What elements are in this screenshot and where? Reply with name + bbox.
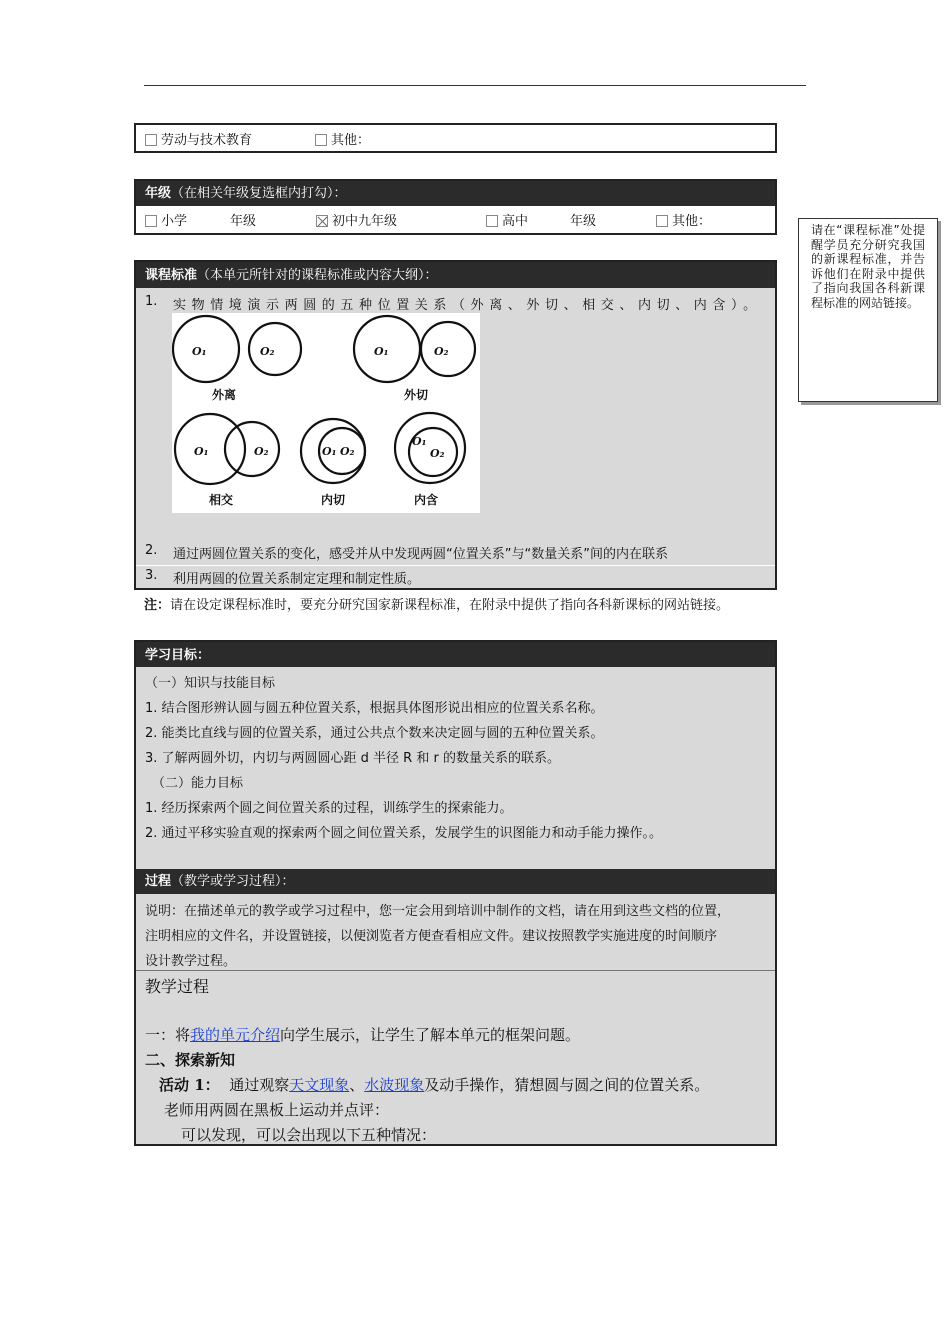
activity-1 (159, 1074, 709, 1095)
standard-item-2-num: 2. (145, 543, 158, 558)
waili-o1: O₁ (192, 345, 207, 358)
neiqie-o1: O₁ (322, 445, 337, 458)
grade-header-hint: （在相关年级复选框内打勾）： (171, 186, 347, 201)
standard-item-2-text: 通过两圆位置关系的变化，感受并从中发现两圆“位置关系”与“数量关系”间的内在联系 (173, 547, 668, 562)
figure-label-neiqie: 内切 (321, 493, 346, 507)
standard-item-3-num: 3. (145, 568, 158, 583)
standard-note-label: 注： (144, 598, 171, 613)
waili-o2: O₂ (260, 345, 275, 358)
activity-1-post: 及动手操作，猜想圆与圆之间的位置关系。 (424, 1076, 710, 1094)
circle-positions-svg (172, 313, 480, 513)
goals-line-1: （一）知识与技能目标 (145, 676, 276, 691)
checkbox-primary[interactable] (145, 215, 157, 227)
standard-item-1-text: 实物情境演示两圆的五种位置关系（外离、外切、相交、内切、内含）。 (173, 298, 762, 313)
standard-divider (136, 565, 775, 566)
activity-1-sep: 、 (349, 1076, 365, 1094)
checkbox-junior-nine-checked[interactable] (316, 215, 328, 227)
goals-line-2: 1. 结合图形辨认圆与圆五种位置关系，根据具体图形说出相应的位置关系名称。 (145, 701, 604, 716)
subjects-box (134, 123, 777, 153)
process-step-2: 二、探索新知 (145, 1051, 236, 1069)
checkbox-other-subject[interactable] (315, 134, 327, 146)
grade-box (134, 179, 777, 235)
process-header-title: 过程 (145, 874, 172, 889)
link-astronomy[interactable]: 天文现象 (289, 1076, 350, 1094)
grade-options (136, 206, 775, 233)
standard-header (136, 262, 775, 288)
figure-label-waiqie: 外切 (404, 388, 429, 402)
goals-header-title: 学习目标： (145, 648, 211, 663)
xiangjiao-circle-1 (175, 414, 245, 484)
goals-line-5: （二）能力目标 (152, 776, 244, 791)
link-water-waves[interactable]: 水波现象 (364, 1076, 425, 1094)
neihan-o2: O₂ (430, 447, 445, 460)
checkbox-labor-tech[interactable] (145, 134, 157, 146)
option-other-subject[interactable] (315, 129, 370, 148)
standard-note (144, 594, 729, 613)
process-title: 教学过程 (145, 977, 210, 996)
goals-line-7: 2. 通过平移实验直观的探索两个圆之间位置关系，发展学生的识图能力和动手能力操作。。 (145, 826, 663, 841)
process-divider (136, 970, 775, 971)
xiangjiao-o1: O₁ (194, 445, 209, 458)
goals-line-6: 1. 经历探索两个圆之间位置关系的过程，训练学生的探索能力。 (145, 801, 513, 816)
neiqie-o2: O₂ (340, 445, 355, 458)
activity-1-pre: 通过观察 (219, 1076, 290, 1094)
process-desc-1: 说明：在描述单元的教学或学习过程中，您一定会用到培训中制作的文档，请在用到这些文档的位置， (145, 904, 731, 919)
option-primary[interactable] (145, 210, 187, 229)
grade-header (136, 181, 775, 206)
goals-process-box (134, 640, 777, 1146)
label-other-subject: 其他： (331, 133, 371, 148)
label-senior-grade: 年级 (570, 214, 597, 229)
comment-note: 请在“课程标准”处提醒学员充分研究我国的新课程标准，并告诉他们在附录中提供了指向我国各科新课程标准的网站链接。 (798, 218, 938, 402)
waiqie-o2: O₂ (434, 345, 449, 358)
circle-positions-figure (172, 313, 480, 513)
option-labor-tech[interactable] (145, 129, 252, 148)
label-other-grade: 其他： (672, 214, 712, 229)
process-step-1 (145, 1024, 580, 1045)
process-header-hint: （教学或学习过程）： (171, 874, 295, 889)
process-step-1-pre: 一：将 (145, 1026, 191, 1044)
goals-line-3: 2. 能类比直线与圆的位置关系，通过公共点个数来决定圆与圆的五种位置关系。 (145, 726, 604, 741)
checkbox-other-grade[interactable] (656, 215, 668, 227)
process-desc-3: 设计教学过程。 (145, 954, 237, 969)
option-junior-nine[interactable] (316, 210, 397, 229)
activity-1-label: 活动 1： (159, 1076, 220, 1094)
checkbox-senior[interactable] (486, 215, 498, 227)
link-my-unit-intro[interactable]: 我的单元介绍 (190, 1026, 281, 1044)
neihan-o1: O₁ (412, 435, 427, 448)
header-rule (144, 85, 806, 86)
option-other-grade[interactable] (656, 210, 711, 229)
standard-note-text: 请在设定课程标准时，要充分研究国家新课程标准，在附录中提供了指向各科新课标的网站链接。 (170, 598, 730, 613)
label-primary-grade: 年级 (230, 214, 257, 229)
process-step-1-post: 向学生展示，让学生了解本单元的框架问题。 (280, 1026, 581, 1044)
process-line-five-cases: 可以发现，可以会出现以下五种情况： (181, 1126, 437, 1144)
standard-item-1-num: 1. (145, 294, 158, 309)
goals-line-4: 3. 了解两圆外切，内切与两圆圆心距 d 半径 R 和 r 的数量关系的联系。 (145, 751, 560, 766)
figure-label-waili: 外离 (212, 388, 237, 402)
figure-label-xiangjiao: 相交 (209, 493, 234, 507)
process-line-teacher: 老师用两圆在黑板上运动并点评： (164, 1101, 390, 1119)
xiangjiao-o2: O₂ (254, 445, 269, 458)
standard-header-title: 课程标准 (145, 268, 198, 283)
process-desc-2: 注明相应的文件名，并设置链接，以便浏览者方便查看相应文件。建议按照教学实施进度的时间顺序 (145, 929, 718, 944)
option-senior[interactable] (486, 210, 528, 229)
label-primary: 小学 (161, 214, 188, 229)
waiqie-o1: O₁ (374, 345, 389, 358)
label-labor-tech: 劳动与技术教育 (161, 133, 253, 148)
figure-label-neihan: 内含 (414, 493, 439, 507)
process-header (136, 869, 775, 894)
xiangjiao-circle-2 (225, 422, 279, 476)
waili-circle-2 (249, 323, 301, 375)
standard-header-hint: （本单元所针对的课程标准或内容大纲）： (197, 268, 438, 283)
label-junior-nine: 初中九年级 (332, 214, 398, 229)
grade-header-title: 年级 (145, 186, 172, 201)
goals-header (136, 642, 775, 667)
standard-item-3-text: 利用两圆的位置关系制定定理和制定性质。 (173, 572, 421, 587)
label-senior: 高中 (502, 214, 529, 229)
